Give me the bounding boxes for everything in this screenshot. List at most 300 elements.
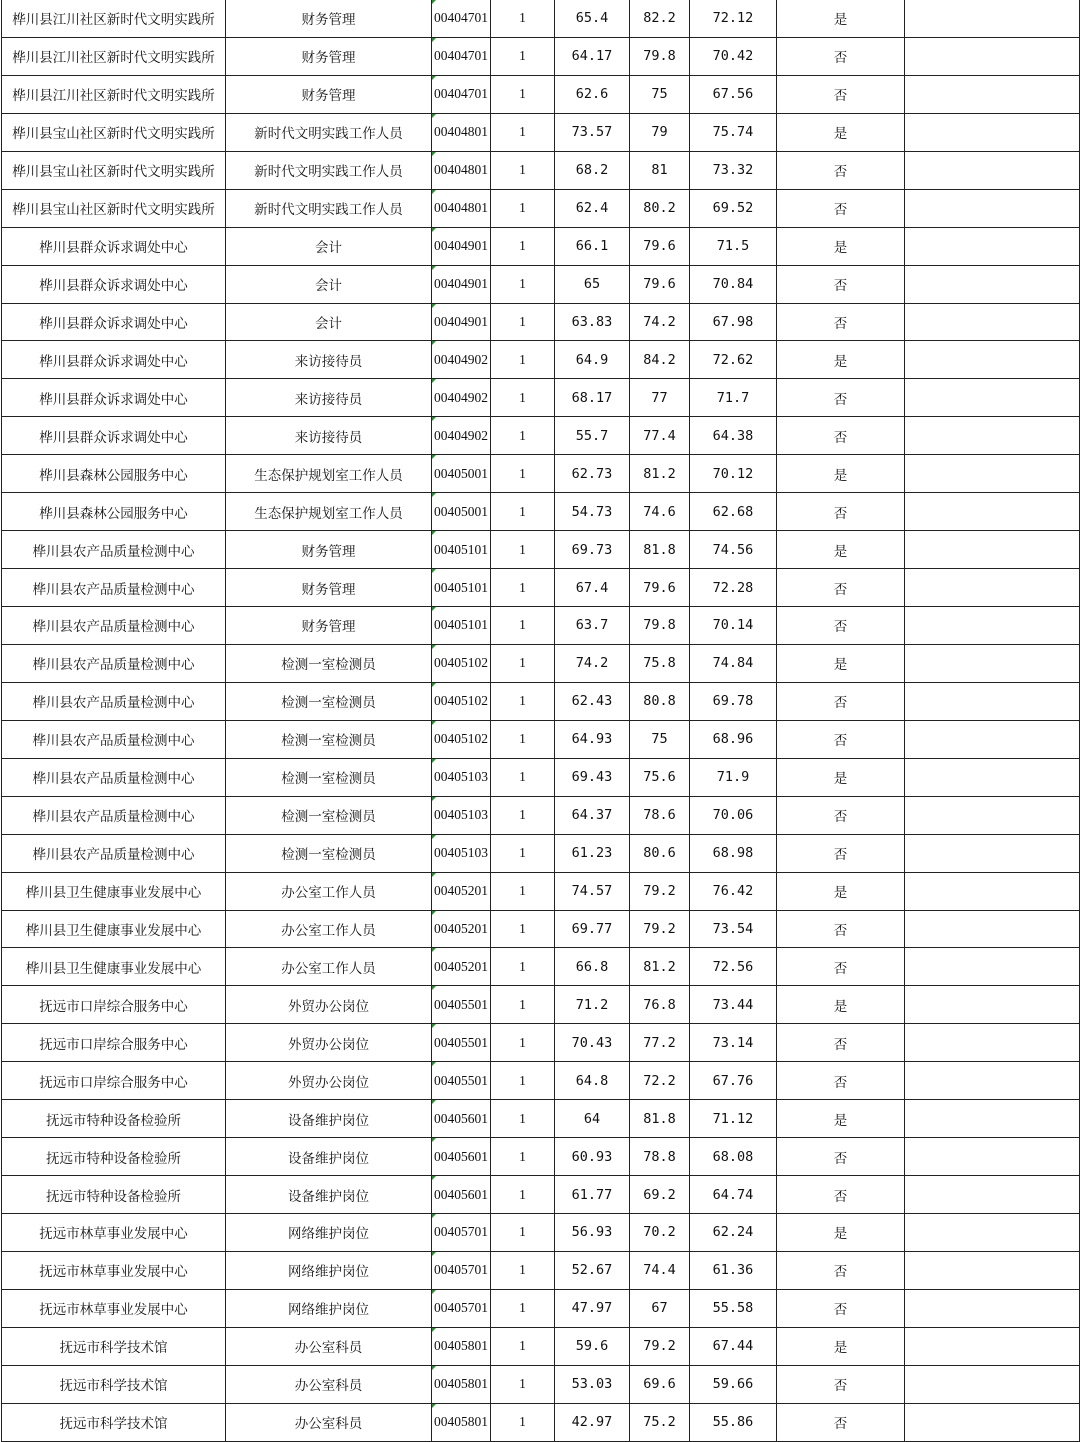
total-score-cell: 55.58 — [690, 1289, 777, 1327]
hire-count-cell: 1 — [491, 189, 555, 227]
interview-score-cell: 81.2 — [630, 948, 690, 986]
note-cell — [905, 644, 1080, 682]
unit-cell: 桦川县农产品质量检测中心 — [2, 758, 226, 796]
unit-cell: 桦川县群众诉求调处中心 — [2, 417, 226, 455]
table-row — [2, 493, 1080, 531]
unit-cell: 抚远市林草事业发展中心 — [2, 1214, 226, 1252]
table-row — [2, 1100, 1080, 1138]
position-code-cell: 00405701 — [432, 1251, 491, 1289]
note-cell — [905, 872, 1080, 910]
table-row — [2, 0, 1080, 37]
total-score-cell: 64.38 — [690, 417, 777, 455]
position-code-cell: 00404901 — [432, 227, 491, 265]
table-row — [2, 569, 1080, 607]
hire-count-cell: 1 — [491, 644, 555, 682]
position-code-cell: 00405501 — [432, 1062, 491, 1100]
table-row — [2, 379, 1080, 417]
total-score-cell: 69.78 — [690, 682, 777, 720]
interview-score-cell: 79.8 — [630, 37, 690, 75]
total-score-cell: 72.12 — [690, 0, 777, 37]
hire-count-cell: 1 — [491, 0, 555, 37]
table-row — [2, 834, 1080, 872]
advance-flag-cell: 否 — [777, 189, 905, 227]
advance-flag-cell: 否 — [777, 1024, 905, 1062]
note-cell — [905, 1403, 1080, 1441]
advance-flag-cell: 是 — [777, 986, 905, 1024]
total-score-cell: 73.14 — [690, 1024, 777, 1062]
unit-cell: 桦川县农产品质量检测中心 — [2, 569, 226, 607]
position-code-cell: 00404901 — [432, 303, 491, 341]
total-score-cell: 59.66 — [690, 1365, 777, 1403]
advance-flag-cell: 是 — [777, 455, 905, 493]
total-score-cell: 62.24 — [690, 1214, 777, 1252]
written-score-cell: 47.97 — [555, 1289, 630, 1327]
interview-score-cell: 80.2 — [630, 189, 690, 227]
table-row — [2, 75, 1080, 113]
unit-cell: 桦川县森林公园服务中心 — [2, 493, 226, 531]
written-score-cell: 64.17 — [555, 37, 630, 75]
position-code-cell: 00404902 — [432, 341, 491, 379]
position-cell: 外贸办公岗位 — [226, 1062, 432, 1100]
score-table — [1, 0, 1080, 1442]
interview-score-cell: 75.2 — [630, 1403, 690, 1441]
total-score-cell: 64.74 — [690, 1176, 777, 1214]
table-row — [2, 720, 1080, 758]
advance-flag-cell: 是 — [777, 341, 905, 379]
total-score-cell: 74.84 — [690, 644, 777, 682]
unit-cell: 桦川县江川社区新时代文明实践所 — [2, 37, 226, 75]
hire-count-cell: 1 — [491, 303, 555, 341]
advance-flag-cell: 是 — [777, 1214, 905, 1252]
written-score-cell: 42.97 — [555, 1403, 630, 1441]
hire-count-cell: 1 — [491, 455, 555, 493]
note-cell — [905, 986, 1080, 1024]
interview-score-cell: 75.6 — [630, 758, 690, 796]
table-row — [2, 1138, 1080, 1176]
total-score-cell: 68.08 — [690, 1138, 777, 1176]
position-code-cell: 00405101 — [432, 607, 491, 645]
position-code-cell: 00404701 — [432, 75, 491, 113]
hire-count-cell: 1 — [491, 1062, 555, 1100]
interview-score-cell: 74.4 — [630, 1251, 690, 1289]
hire-count-cell: 1 — [491, 682, 555, 720]
hire-count-cell: 1 — [491, 1327, 555, 1365]
unit-cell: 抚远市科学技术馆 — [2, 1403, 226, 1441]
position-code-cell: 00405701 — [432, 1214, 491, 1252]
table-row — [2, 1024, 1080, 1062]
written-score-cell: 71.2 — [555, 986, 630, 1024]
interview-score-cell: 78.6 — [630, 796, 690, 834]
note-cell — [905, 1138, 1080, 1176]
advance-flag-cell: 否 — [777, 1138, 905, 1176]
written-score-cell: 53.03 — [555, 1365, 630, 1403]
total-score-cell: 67.44 — [690, 1327, 777, 1365]
position-cell: 办公室工作人员 — [226, 948, 432, 986]
hire-count-cell: 1 — [491, 493, 555, 531]
written-score-cell: 69.77 — [555, 910, 630, 948]
note-cell — [905, 1289, 1080, 1327]
position-cell: 网络维护岗位 — [226, 1289, 432, 1327]
interview-score-cell: 79.2 — [630, 872, 690, 910]
advance-flag-cell: 是 — [777, 0, 905, 37]
position-code-cell: 00405101 — [432, 569, 491, 607]
hire-count-cell: 1 — [491, 75, 555, 113]
hire-count-cell: 1 — [491, 1138, 555, 1176]
note-cell — [905, 1024, 1080, 1062]
written-score-cell: 61.77 — [555, 1176, 630, 1214]
note-cell — [905, 1100, 1080, 1138]
note-cell — [905, 607, 1080, 645]
hire-count-cell: 1 — [491, 910, 555, 948]
unit-cell: 抚远市林草事业发展中心 — [2, 1289, 226, 1327]
note-cell — [905, 720, 1080, 758]
interview-score-cell: 81.8 — [630, 1100, 690, 1138]
position-cell: 生态保护规划室工作人员 — [226, 493, 432, 531]
hire-count-cell: 1 — [491, 1214, 555, 1252]
hire-count-cell: 1 — [491, 1176, 555, 1214]
total-score-cell: 67.56 — [690, 75, 777, 113]
written-score-cell: 63.7 — [555, 607, 630, 645]
unit-cell: 桦川县农产品质量检测中心 — [2, 720, 226, 758]
hire-count-cell: 1 — [491, 796, 555, 834]
position-cell: 财务管理 — [226, 75, 432, 113]
written-score-cell: 55.7 — [555, 417, 630, 455]
position-code-cell: 00405001 — [432, 493, 491, 531]
position-cell: 生态保护规划室工作人员 — [226, 455, 432, 493]
table-row — [2, 455, 1080, 493]
written-score-cell: 66.1 — [555, 227, 630, 265]
note-cell — [905, 834, 1080, 872]
hire-count-cell: 1 — [491, 720, 555, 758]
interview-score-cell: 79.8 — [630, 607, 690, 645]
written-score-cell: 73.57 — [555, 113, 630, 151]
position-code-cell: 00404701 — [432, 37, 491, 75]
unit-cell: 桦川县农产品质量检测中心 — [2, 796, 226, 834]
note-cell — [905, 417, 1080, 455]
advance-flag-cell: 否 — [777, 682, 905, 720]
position-code-cell: 00405801 — [432, 1327, 491, 1365]
position-code-cell: 00405102 — [432, 720, 491, 758]
position-code-cell: 00405801 — [432, 1403, 491, 1441]
hire-count-cell: 1 — [491, 1365, 555, 1403]
total-score-cell: 70.14 — [690, 607, 777, 645]
advance-flag-cell: 否 — [777, 493, 905, 531]
position-cell: 新时代文明实践工作人员 — [226, 151, 432, 189]
total-score-cell: 70.06 — [690, 796, 777, 834]
total-score-cell: 62.68 — [690, 493, 777, 531]
total-score-cell: 74.56 — [690, 531, 777, 569]
written-score-cell: 59.6 — [555, 1327, 630, 1365]
unit-cell: 抚远市特种设备检验所 — [2, 1100, 226, 1138]
position-code-cell: 00405501 — [432, 986, 491, 1024]
advance-flag-cell: 否 — [777, 303, 905, 341]
table-row — [2, 796, 1080, 834]
note-cell — [905, 1176, 1080, 1214]
total-score-cell: 71.9 — [690, 758, 777, 796]
written-score-cell: 64 — [555, 1100, 630, 1138]
position-code-cell: 00405102 — [432, 682, 491, 720]
note-cell — [905, 569, 1080, 607]
written-score-cell: 62.4 — [555, 189, 630, 227]
unit-cell: 桦川县农产品质量检测中心 — [2, 834, 226, 872]
position-code-cell: 00404902 — [432, 379, 491, 417]
unit-cell: 抚远市口岸综合服务中心 — [2, 1062, 226, 1100]
total-score-cell: 61.36 — [690, 1251, 777, 1289]
advance-flag-cell: 是 — [777, 113, 905, 151]
total-score-cell: 72.56 — [690, 948, 777, 986]
advance-flag-cell: 否 — [777, 1251, 905, 1289]
written-score-cell: 64.37 — [555, 796, 630, 834]
position-code-cell: 00404701 — [432, 0, 491, 37]
note-cell — [905, 682, 1080, 720]
unit-cell: 抚远市科学技术馆 — [2, 1365, 226, 1403]
unit-cell: 桦川县江川社区新时代文明实践所 — [2, 75, 226, 113]
advance-flag-cell: 否 — [777, 265, 905, 303]
position-cell: 办公室工作人员 — [226, 910, 432, 948]
hire-count-cell: 1 — [491, 834, 555, 872]
position-cell: 财务管理 — [226, 37, 432, 75]
advance-flag-cell: 否 — [777, 1289, 905, 1327]
interview-score-cell: 77 — [630, 379, 690, 417]
hire-count-cell: 1 — [491, 227, 555, 265]
total-score-cell: 71.12 — [690, 1100, 777, 1138]
written-score-cell: 64.8 — [555, 1062, 630, 1100]
hire-count-cell: 1 — [491, 1024, 555, 1062]
advance-flag-cell: 是 — [777, 1327, 905, 1365]
note-cell — [905, 1365, 1080, 1403]
interview-score-cell: 79.6 — [630, 569, 690, 607]
total-score-cell: 71.7 — [690, 379, 777, 417]
total-score-cell: 68.98 — [690, 834, 777, 872]
written-score-cell: 62.73 — [555, 455, 630, 493]
interview-score-cell: 75 — [630, 720, 690, 758]
table-row — [2, 151, 1080, 189]
advance-flag-cell: 是 — [777, 1100, 905, 1138]
interview-score-cell: 69.6 — [630, 1365, 690, 1403]
written-score-cell: 68.2 — [555, 151, 630, 189]
advance-flag-cell: 否 — [777, 948, 905, 986]
unit-cell: 桦川县农产品质量检测中心 — [2, 531, 226, 569]
unit-cell: 桦川县群众诉求调处中心 — [2, 227, 226, 265]
unit-cell: 抚远市特种设备检验所 — [2, 1138, 226, 1176]
unit-cell: 桦川县群众诉求调处中心 — [2, 265, 226, 303]
note-cell — [905, 151, 1080, 189]
advance-flag-cell: 否 — [777, 1062, 905, 1100]
unit-cell: 桦川县宝山社区新时代文明实践所 — [2, 113, 226, 151]
total-score-cell: 69.52 — [690, 189, 777, 227]
note-cell — [905, 379, 1080, 417]
position-cell: 办公室科员 — [226, 1365, 432, 1403]
hire-count-cell: 1 — [491, 379, 555, 417]
table-row — [2, 1062, 1080, 1100]
position-code-cell: 00405201 — [432, 910, 491, 948]
table-row — [2, 189, 1080, 227]
hire-count-cell: 1 — [491, 37, 555, 75]
advance-flag-cell: 否 — [777, 607, 905, 645]
unit-cell: 抚远市口岸综合服务中心 — [2, 986, 226, 1024]
total-score-cell: 73.54 — [690, 910, 777, 948]
table-row — [2, 341, 1080, 379]
unit-cell: 桦川县卫生健康事业发展中心 — [2, 948, 226, 986]
position-cell: 设备维护岗位 — [226, 1100, 432, 1138]
unit-cell: 桦川县卫生健康事业发展中心 — [2, 910, 226, 948]
interview-score-cell: 82.2 — [630, 0, 690, 37]
position-code-cell: 00405103 — [432, 796, 491, 834]
table-row — [2, 1251, 1080, 1289]
written-score-cell: 74.57 — [555, 872, 630, 910]
note-cell — [905, 75, 1080, 113]
interview-score-cell: 80.6 — [630, 834, 690, 872]
note-cell — [905, 341, 1080, 379]
advance-flag-cell: 否 — [777, 910, 905, 948]
interview-score-cell: 74.2 — [630, 303, 690, 341]
written-score-cell: 56.93 — [555, 1214, 630, 1252]
note-cell — [905, 113, 1080, 151]
table-row — [2, 986, 1080, 1024]
position-code-cell: 00404801 — [432, 151, 491, 189]
position-cell: 来访接待员 — [226, 417, 432, 455]
score-table-body — [2, 0, 1080, 1441]
note-cell — [905, 1327, 1080, 1365]
position-code-cell: 00405501 — [432, 1024, 491, 1062]
written-score-cell: 69.73 — [555, 531, 630, 569]
advance-flag-cell: 否 — [777, 796, 905, 834]
table-row — [2, 872, 1080, 910]
total-score-cell: 72.62 — [690, 341, 777, 379]
note-cell — [905, 493, 1080, 531]
table-row — [2, 303, 1080, 341]
unit-cell: 桦川县卫生健康事业发展中心 — [2, 872, 226, 910]
position-code-cell: 00405001 — [432, 455, 491, 493]
note-cell — [905, 1251, 1080, 1289]
note-cell — [905, 758, 1080, 796]
position-code-cell: 00405601 — [432, 1138, 491, 1176]
hire-count-cell: 1 — [491, 1289, 555, 1327]
table-row — [2, 607, 1080, 645]
unit-cell: 抚远市科学技术馆 — [2, 1327, 226, 1365]
unit-cell: 抚远市口岸综合服务中心 — [2, 1024, 226, 1062]
total-score-cell: 73.44 — [690, 986, 777, 1024]
interview-score-cell: 70.2 — [630, 1214, 690, 1252]
written-score-cell: 64.9 — [555, 341, 630, 379]
advance-flag-cell: 是 — [777, 531, 905, 569]
position-cell: 财务管理 — [226, 531, 432, 569]
total-score-cell: 75.74 — [690, 113, 777, 151]
interview-score-cell: 67 — [630, 1289, 690, 1327]
table-row — [2, 531, 1080, 569]
written-score-cell: 61.23 — [555, 834, 630, 872]
interview-score-cell: 84.2 — [630, 341, 690, 379]
position-code-cell: 00405201 — [432, 948, 491, 986]
table-row — [2, 948, 1080, 986]
advance-flag-cell: 否 — [777, 1176, 905, 1214]
position-cell: 办公室科员 — [226, 1403, 432, 1441]
advance-flag-cell: 否 — [777, 1365, 905, 1403]
advance-flag-cell: 是 — [777, 872, 905, 910]
note-cell — [905, 265, 1080, 303]
note-cell — [905, 303, 1080, 341]
total-score-cell: 67.98 — [690, 303, 777, 341]
unit-cell: 桦川县群众诉求调处中心 — [2, 379, 226, 417]
position-code-cell: 00405601 — [432, 1176, 491, 1214]
advance-flag-cell: 是 — [777, 227, 905, 265]
hire-count-cell: 1 — [491, 531, 555, 569]
position-code-cell: 00404902 — [432, 417, 491, 455]
advance-flag-cell: 否 — [777, 151, 905, 189]
advance-flag-cell: 否 — [777, 75, 905, 113]
position-code-cell: 00404901 — [432, 265, 491, 303]
interview-score-cell: 78.8 — [630, 1138, 690, 1176]
position-cell: 设备维护岗位 — [226, 1176, 432, 1214]
position-cell: 新时代文明实践工作人员 — [226, 189, 432, 227]
written-score-cell: 52.67 — [555, 1251, 630, 1289]
table-row — [2, 227, 1080, 265]
interview-score-cell: 79 — [630, 113, 690, 151]
position-cell: 办公室科员 — [226, 1327, 432, 1365]
total-score-cell: 72.28 — [690, 569, 777, 607]
table-row — [2, 644, 1080, 682]
table-row — [2, 910, 1080, 948]
position-code-cell: 00405103 — [432, 758, 491, 796]
advance-flag-cell: 否 — [777, 834, 905, 872]
note-cell — [905, 1214, 1080, 1252]
position-cell: 网络维护岗位 — [226, 1214, 432, 1252]
position-cell: 检测一室检测员 — [226, 644, 432, 682]
written-score-cell: 69.43 — [555, 758, 630, 796]
position-cell: 检测一室检测员 — [226, 720, 432, 758]
interview-score-cell: 79.2 — [630, 1327, 690, 1365]
position-cell: 会计 — [226, 303, 432, 341]
hire-count-cell: 1 — [491, 265, 555, 303]
total-score-cell: 76.42 — [690, 872, 777, 910]
interview-score-cell: 79.2 — [630, 910, 690, 948]
written-score-cell: 63.83 — [555, 303, 630, 341]
note-cell — [905, 455, 1080, 493]
table-row — [2, 1327, 1080, 1365]
position-code-cell: 00405101 — [432, 531, 491, 569]
written-score-cell: 60.93 — [555, 1138, 630, 1176]
table-row — [2, 417, 1080, 455]
position-cell: 检测一室检测员 — [226, 758, 432, 796]
hire-count-cell: 1 — [491, 986, 555, 1024]
table-row — [2, 682, 1080, 720]
unit-cell: 桦川县群众诉求调处中心 — [2, 303, 226, 341]
advance-flag-cell: 是 — [777, 644, 905, 682]
table-row — [2, 758, 1080, 796]
table-row — [2, 113, 1080, 151]
interview-score-cell: 81.2 — [630, 455, 690, 493]
position-code-cell: 00404801 — [432, 189, 491, 227]
note-cell — [905, 1062, 1080, 1100]
note-cell — [905, 531, 1080, 569]
advance-flag-cell: 否 — [777, 720, 905, 758]
hire-count-cell: 1 — [491, 872, 555, 910]
position-cell: 网络维护岗位 — [226, 1251, 432, 1289]
interview-score-cell: 81.8 — [630, 531, 690, 569]
interview-score-cell: 69.2 — [630, 1176, 690, 1214]
total-score-cell: 70.42 — [690, 37, 777, 75]
total-score-cell: 71.5 — [690, 227, 777, 265]
unit-cell: 桦川县农产品质量检测中心 — [2, 644, 226, 682]
position-code-cell: 00404801 — [432, 113, 491, 151]
total-score-cell: 68.96 — [690, 720, 777, 758]
interview-score-cell: 80.8 — [630, 682, 690, 720]
note-cell — [905, 948, 1080, 986]
written-score-cell: 74.2 — [555, 644, 630, 682]
position-code-cell: 00405201 — [432, 872, 491, 910]
table-row — [2, 1403, 1080, 1441]
advance-flag-cell: 否 — [777, 1403, 905, 1441]
